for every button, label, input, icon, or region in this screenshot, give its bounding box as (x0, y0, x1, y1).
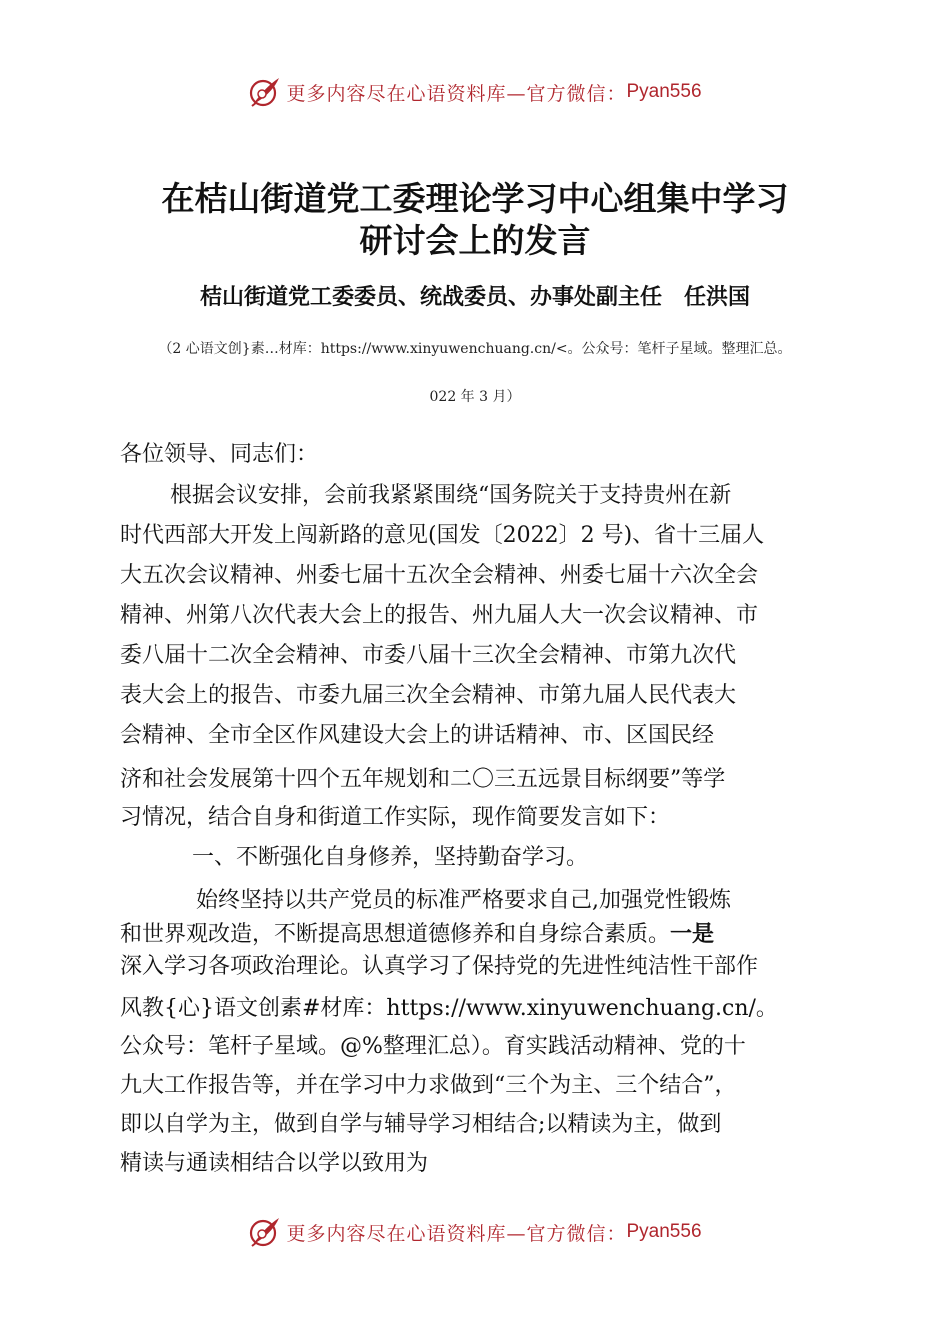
top-banner (0, 72, 950, 112)
body-line: 委八届十二次全会精神、市委八届十三次全会精神、市第九次代 (120, 643, 737, 668)
bottom-banner (0, 1212, 950, 1252)
quill-pen-icon (248, 75, 282, 109)
banner-wechat-id: Pyan556 (626, 1221, 702, 1242)
body-line-with-bold (120, 920, 714, 950)
body-line: 精读与通读相结合以学以致用为 (120, 1151, 429, 1176)
body-line: 深入学习各项政治理论。认真学习了保持党的先进性纯洁性干部作 (120, 954, 759, 979)
section-heading: 一、不断强化自身修养，坚持勤奋学习。 (192, 845, 589, 870)
banner-text: 更多内容尽在心语资料库—官方微信： (286, 82, 627, 105)
body-line: 大五次会议精神、州委七届十五次全会精神、州委七届十六次全会 (120, 563, 759, 588)
body-line: 根据会议安排，会前我紧紧围绕“国务院关于支持贵州在新 (170, 483, 732, 508)
banner-text: 更多内容尽在心语资料库—官方微信： (286, 1222, 627, 1245)
source-note-line-2: 022 年 3 月） (429, 389, 521, 405)
body-line: 会精神、全市全区作风建设大会上的讲话精神、市、区国民经 (120, 723, 715, 748)
salutation: 各位领导、同志们： (120, 442, 319, 467)
title-line-1: 在桔山街道党工委理论学习中心组集中学习 (161, 179, 789, 218)
body-line: 精神、州第八次代表大会上的报告、州九届人大一次会议精神、市 (120, 603, 759, 628)
body-text: 和世界观改造，不断提高思想道德修养和自身综合素质。 (120, 922, 671, 947)
body-line: 风教{心}语文创素#材库：https://www.xinyuwenchuang.cn/。 (120, 996, 778, 1021)
body-line: 时代西部大开发上闯新路的意见(国发〔2022〕2 号)、省十三届人 (120, 523, 765, 548)
body-line: 公众号：笔杆子星域。@%整理汇总）。育实践活动精神、党的十 (120, 1034, 746, 1059)
body-line: 始终坚持以共产党员的标准严格要求自己,加强党性锻炼 (196, 888, 731, 913)
body-line: 济和社会发展第十四个五年规划和二〇三五远景目标纲要”等学 (120, 767, 726, 792)
title-line-2: 研讨会上的发言 (359, 221, 591, 260)
banner-wechat-id: Pyan556 (626, 81, 702, 102)
quill-pen-icon (248, 1215, 282, 1249)
body-line: 表大会上的报告、市委九届三次全会精神、市第九届人民代表大 (120, 683, 737, 708)
bold-phrase: 一是 (670, 922, 715, 947)
body-line: 九大工作报告等，并在学习中力求做到“三个为主、三个结合”， (120, 1073, 737, 1098)
document-title (0, 178, 950, 262)
author-line: 桔山街道党工委委员、统战委员、办事处副主任 任洪国 (199, 285, 750, 310)
source-note-line-1: （2 心语文创}素…材库：https://www.xinyuwenchuang.cn/<。公众号：笔杆子星域。整理汇总。 (158, 341, 792, 357)
body-line: 即以自学为主，做到自学与辅导学习相结合;以精读为主，做到 (120, 1112, 722, 1137)
body-line: 习情况，结合自身和街道工作实际，现作简要发言如下： (120, 805, 671, 830)
